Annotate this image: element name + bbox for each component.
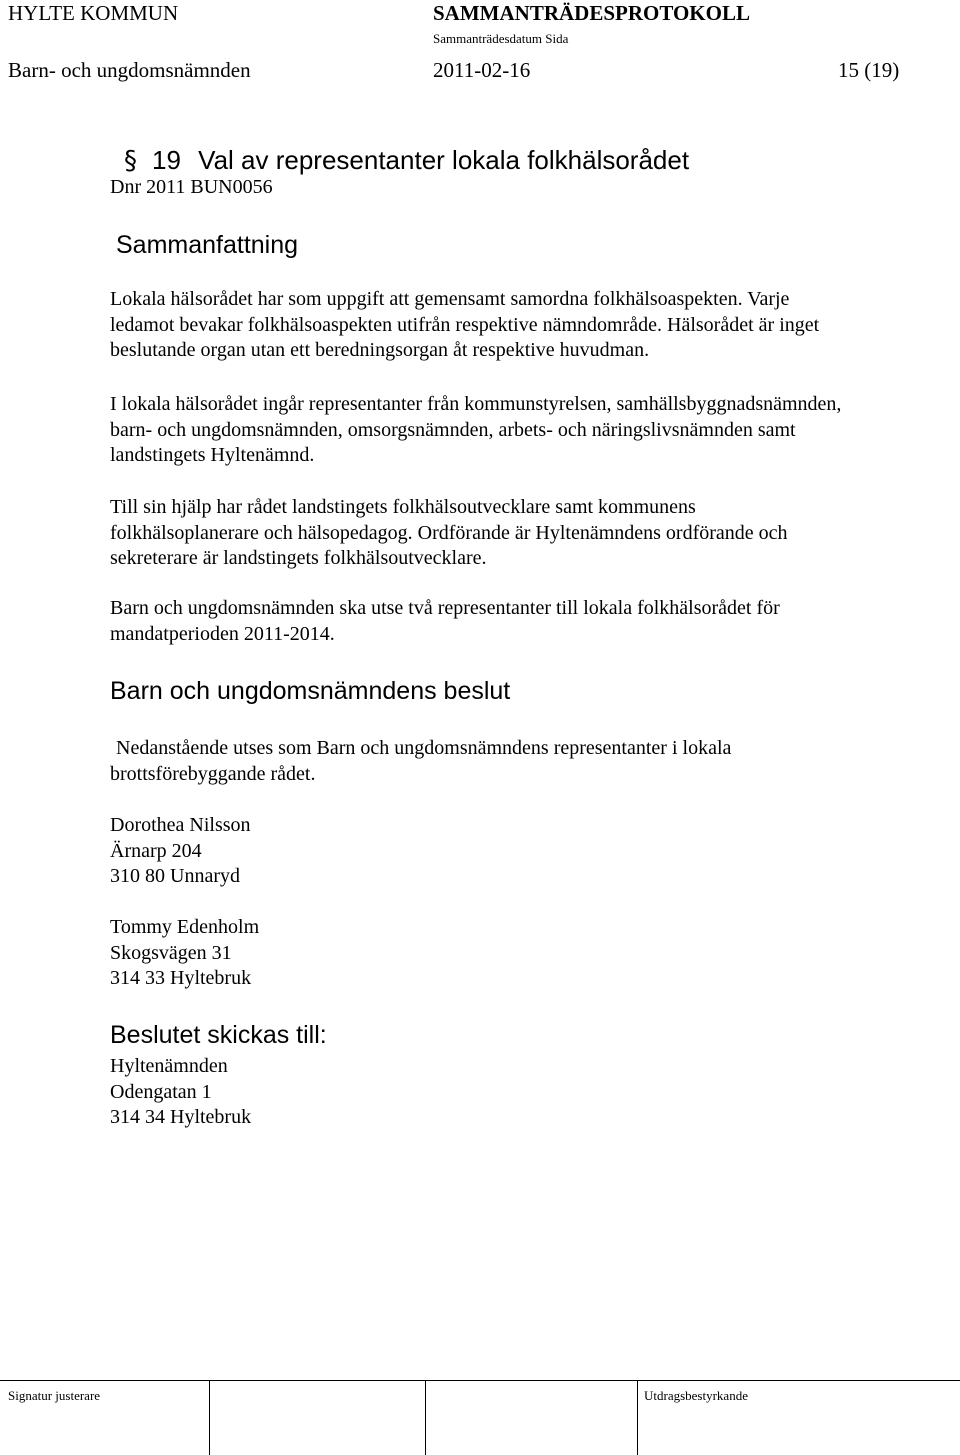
text-line: sekreterare är landstingets folkhälsoutvecklare.	[110, 547, 487, 569]
text-line: beslutande organ utan ett beredningsorgan åt respektive huvudman.	[110, 339, 650, 361]
header-sub-labels: Sammanträdesdatum Sida	[433, 31, 569, 46]
text-line: Till sin hjälp har rådet landstingets folkhälsoutvecklare samt kommunens	[110, 496, 696, 518]
summary-paragraph-2	[110, 392, 841, 469]
extract-label: Utdragsbestyrkande	[644, 1388, 748, 1403]
text-line: mandatperioden 2011-2014.	[110, 622, 335, 645]
representative-street: Ärnarp 204	[110, 839, 202, 862]
representative-name: Tommy Edenholm	[110, 916, 260, 938]
text-line: I lokala hälsorådet ingår representanter från kommunstyrelsen, samhällsbyggnadsnämnden,	[110, 393, 842, 415]
representative-2	[110, 915, 259, 992]
decision-heading: Barn och ungdomsnämndens beslut	[110, 677, 511, 705]
representative-street: Skogsvägen 31	[110, 941, 232, 964]
text-line: folkhälsoplanerare och hälsopedagog. Ordförande är Hyltenämndens ordförande och	[110, 521, 788, 544]
summary-paragraph-4	[110, 596, 780, 647]
recipient-postal: 314 34 Hyltebruk	[110, 1106, 252, 1128]
summary-heading: Sammanfattning	[116, 231, 299, 259]
section-title	[124, 145, 689, 176]
department-name: Barn- och ungdomsnämnden	[8, 58, 251, 82]
meeting-date: 2011-02-16	[433, 58, 531, 82]
text-line: Lokala hälsorådet har som uppgift att gemensamt samordna folkhälsoaspekten. Varje	[110, 288, 790, 310]
summary-paragraph-3	[110, 495, 788, 572]
text-line: Barn och ungdomsnämnden ska utse två representanter till lokala folkhälsorådet för	[110, 597, 780, 619]
recipient-name: Hyltenämnden	[110, 1055, 228, 1077]
section-title-text: Val av representanter lokala folkhälsorådet	[198, 145, 690, 175]
text-line: brottsförebyggande rådet.	[110, 762, 316, 785]
section-number: 19	[152, 145, 181, 175]
text-line: ledamot bevakar folkhälsoaspekten utifrån respektive nämndområde. Hälsorådet är inget	[110, 313, 820, 336]
page-number: 15 (19)	[838, 58, 900, 82]
representative-postal: 314 33 Hyltebruk	[110, 967, 252, 989]
sent-to-heading: Beslutet skickas till:	[110, 1021, 327, 1049]
signature-cell-3	[425, 1381, 638, 1455]
extract-cell	[637, 1381, 959, 1455]
summary-paragraph-1	[110, 287, 819, 364]
paragraph-sign-icon: §	[124, 146, 137, 176]
representative-postal: 310 80 Unnaryd	[110, 865, 240, 887]
signature-cell-2	[209, 1381, 426, 1455]
case-number: Dnr 2011 BUN0056	[110, 176, 273, 198]
decision-intro	[110, 736, 731, 787]
signature-cell	[0, 1381, 210, 1455]
signature-label: Signatur justerare	[8, 1388, 101, 1403]
text-line: landstingets Hyltenämnd.	[110, 444, 315, 466]
representative-1	[110, 813, 251, 890]
sent-to-address	[110, 1054, 251, 1131]
representative-name: Dorothea Nilsson	[110, 814, 251, 836]
text-line: barn- och ungdomsnämnden, omsorgsnämnden, arbets- och näringslivsnämnden samt	[110, 418, 796, 441]
document-type: SAMMANTRÄDESPROTOKOLL	[433, 1, 750, 25]
text-line: Nedanstående utses som Barn och ungdomsnämndens representanter i lokala	[116, 737, 732, 759]
recipient-street: Odengatan 1	[110, 1080, 212, 1103]
footer-signature-table	[0, 1380, 960, 1455]
municipality-name: HYLTE KOMMUN	[8, 1, 179, 25]
